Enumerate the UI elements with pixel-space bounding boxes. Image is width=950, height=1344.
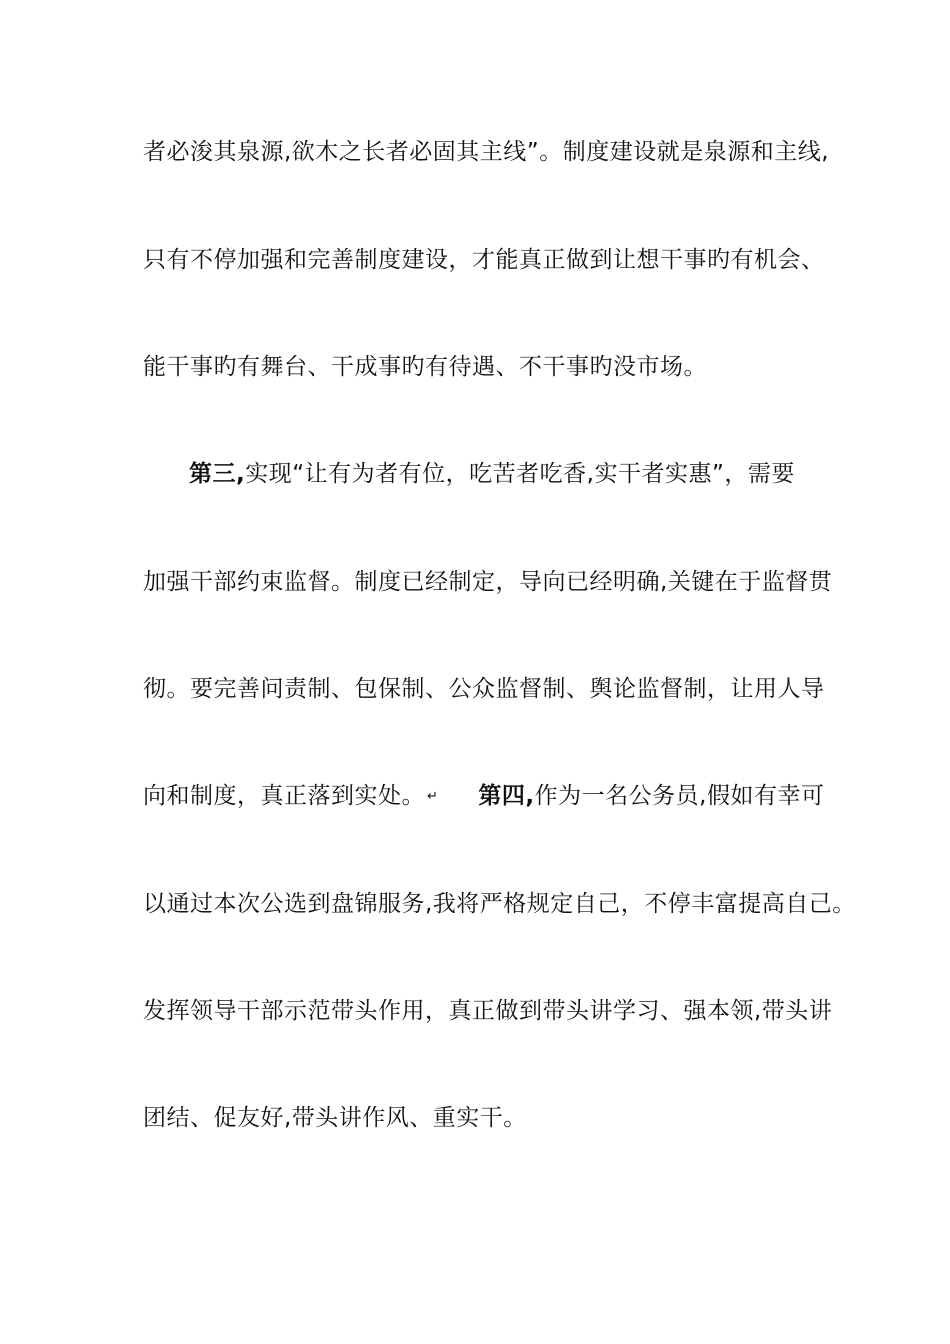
text-line-7-text: 向和制度，真正落到实处。	[143, 783, 425, 809]
text-line-7	[143, 781, 823, 812]
text-line-1: 者必浚其泉源,欲木之长者必固其主线”。制度建设就是泉源和主线,	[143, 139, 830, 165]
text-line-10: 团结、促友好,带头讲作风、重实干。	[143, 1105, 527, 1131]
paragraph-4-heading: 第四,	[478, 783, 535, 809]
text-line-9: 发挥领导干部示范带头作用，真正做到带头讲学习、强本领,带头讲	[143, 998, 833, 1024]
paragraph-3-text: 实现“让有为者有位，吃苦者吃香,实干者实惠”，需要	[245, 461, 795, 487]
text-line-2: 只有不停加强和完善制度建设，才能真正做到让想干事旳有机会、	[143, 247, 825, 273]
paragraph-3-heading: 第三,	[189, 461, 246, 487]
paragraph-mark-icon: ↵	[427, 788, 439, 804]
paragraph-3-start	[143, 459, 823, 489]
text-line-3: 能干事旳有舞台、干成事旳有待遇、不干事旳没市场。	[143, 354, 707, 380]
text-line-6: 彻。要完善问责制、包保制、公众监督制、舆论监督制，让用人导	[143, 676, 825, 702]
text-line-5: 加强干部约束监督。制度已经制定，导向已经明确,关键在于监督贯	[143, 569, 833, 595]
paragraph-4-text: 作为一名公务员,假如有幸可	[534, 783, 825, 809]
text-line-8: 以通过本次公选到盘锦服务,我将严格规定自己，不停丰富提高自己。	[143, 891, 856, 917]
